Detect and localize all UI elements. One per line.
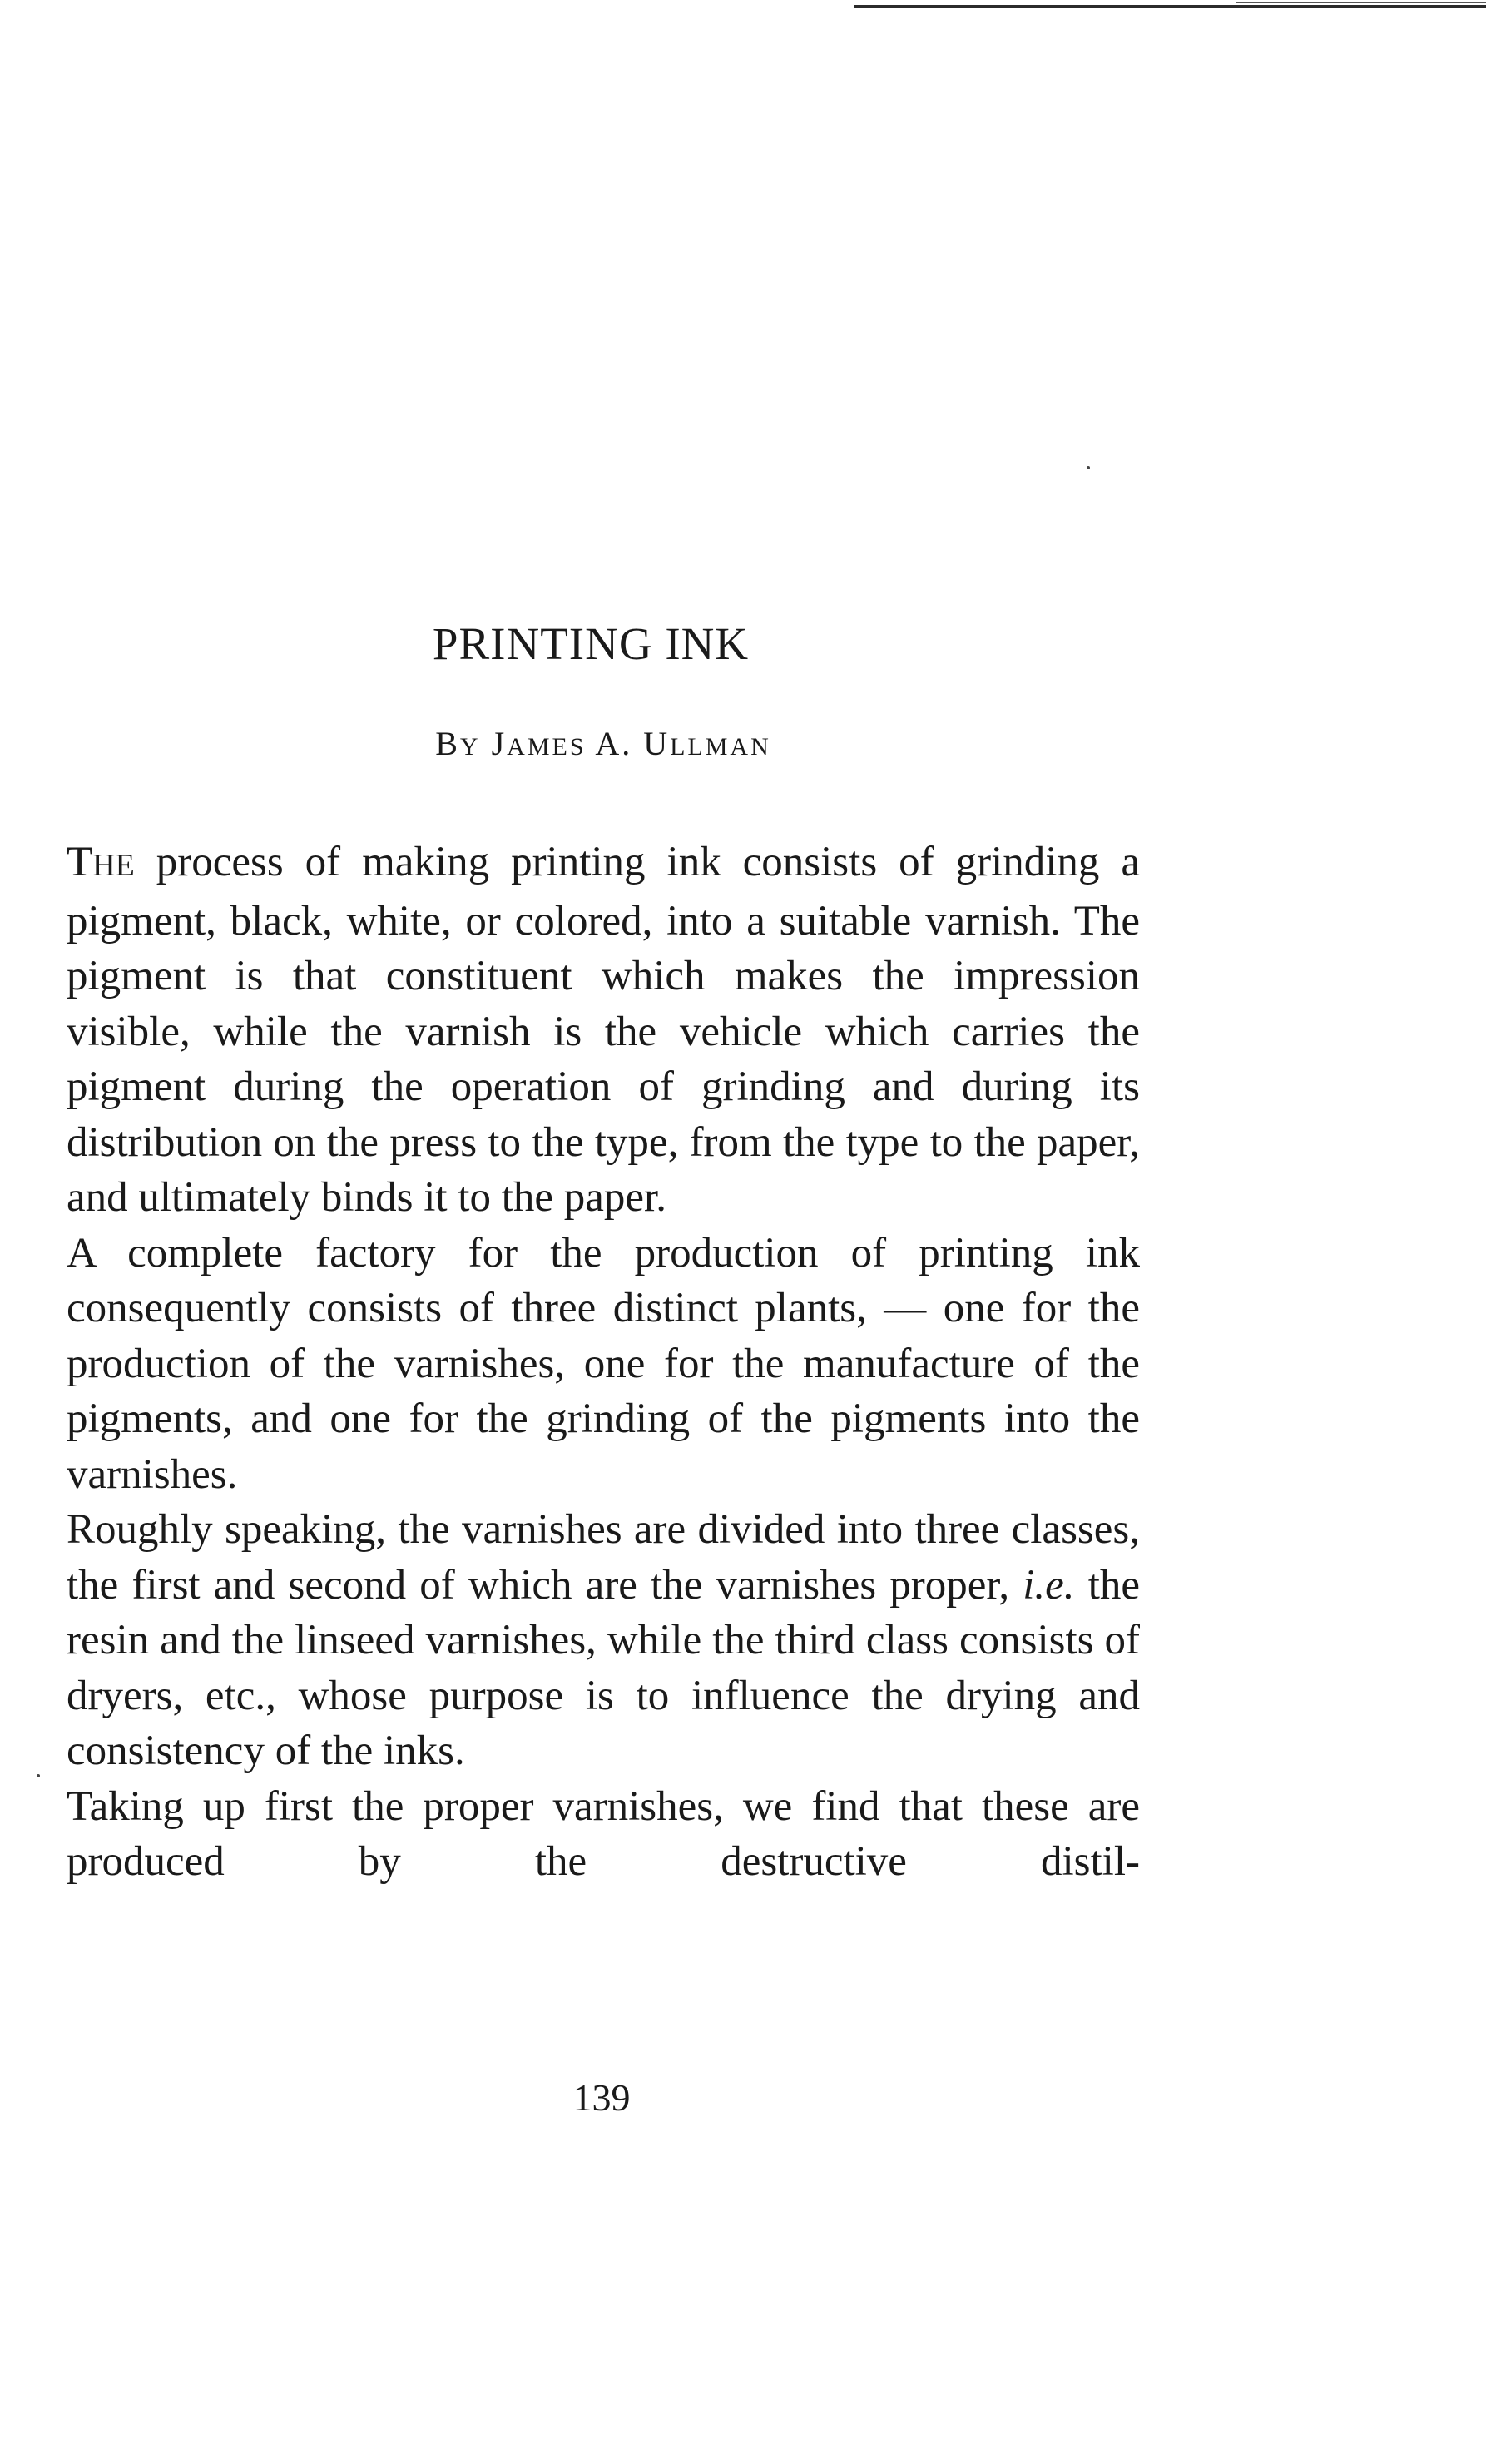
paragraph-2: A complete factory for the production of printing ink consequently consists of three distinct plants, — one for the production of the varnishes, one for the manufacture of the pigments, and one for the grinding of the pigments into the varnishes. <box>67 1229 1140 1498</box>
byline-by-initial: B <box>435 725 460 762</box>
lead-word <box>67 839 135 885</box>
top-edge-rule-thin <box>1236 2 1486 3</box>
paragraph-3 <box>67 1502 1140 1779</box>
top-edge-rule <box>854 5 1486 8</box>
paragraph-1 <box>67 835 1140 1226</box>
paragraph-3-before: Roughly speaking, the varnishes are divided into three classes, the first and second of which are the varnishes proper, <box>67 1506 1140 1609</box>
page-number: 139 <box>572 2076 631 2119</box>
paragraph-4: Taking up first the proper varnishes, we find that these are produced by the destructive distil- <box>67 1782 1140 1885</box>
page-speck <box>37 1774 40 1777</box>
paragraph-1-text: process of making printing ink consists of grinding a pigment, black, white, or colored, into a suitable varnish. The pigment is that constituent which makes the impression visible, while the varnish is the vehicle which carries the pigment during the operation of grinding and during its distribution on the press to the type, from the type to the paper, and ultimately binds it to the paper. <box>67 839 1140 1221</box>
lead-initial: T <box>67 839 93 885</box>
paragraph-3-italic: i.e. <box>1023 1561 1075 1609</box>
byline-last-rest: LLMAN <box>670 733 771 761</box>
page-speck <box>1087 466 1090 469</box>
byline-last-initial: U <box>643 725 671 762</box>
byline-middle: A. <box>595 725 633 762</box>
paragraph-3-after: the resin and the linseed varnishes, while the third class consists of dryers, etc., whose purpose is to influence the drying and consistency of the inks. <box>67 1561 1140 1774</box>
article-title: PRINTING INK <box>432 618 750 669</box>
article-body <box>67 835 1140 1890</box>
article-byline <box>0 724 1206 763</box>
byline-first-initial: J <box>491 725 508 762</box>
byline-by-rest: Y <box>459 733 481 761</box>
lead-rest: HE <box>92 848 135 883</box>
byline-first-rest: AMES <box>507 733 587 761</box>
